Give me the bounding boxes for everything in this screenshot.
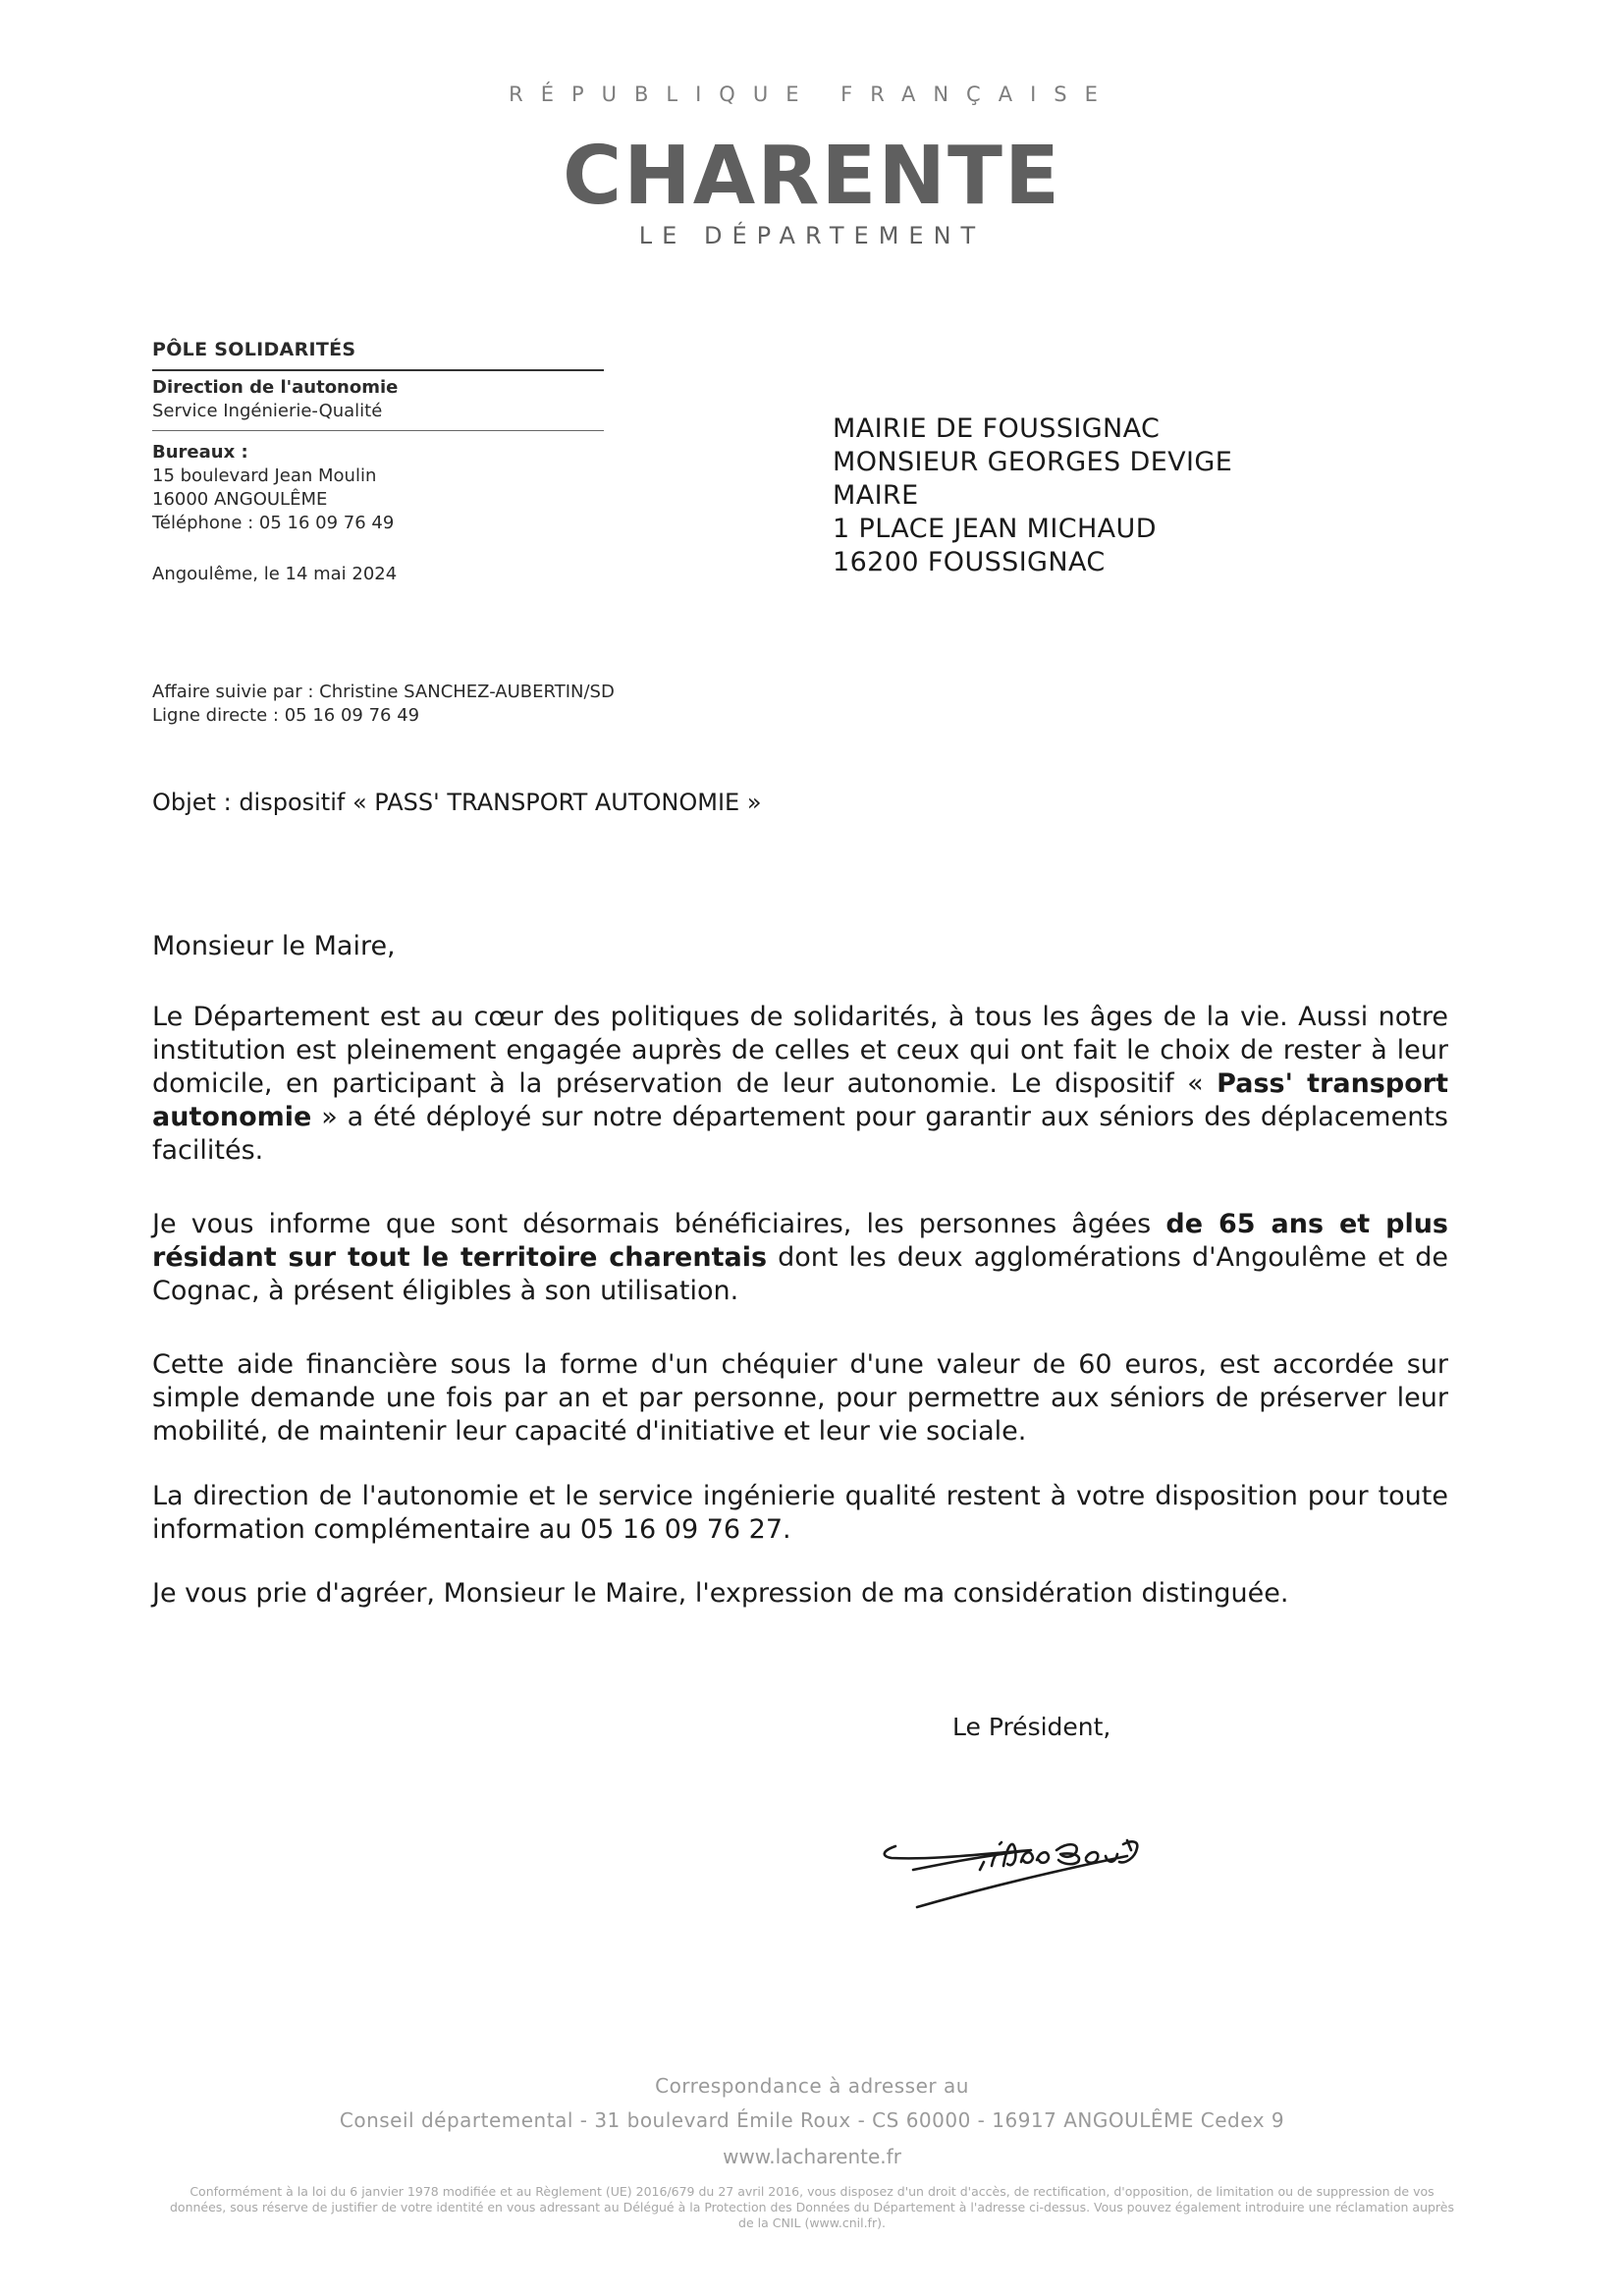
paragraph-4: La direction de l'autonomie et le service ingénierie qualité restent à votre disposition pour toute information complémentaire au 05 16 09 76 27. bbox=[152, 1481, 1448, 1545]
footer-correspondence: Correspondance à adresser au bbox=[655, 2074, 969, 2098]
recipient-line-3: MAIRE bbox=[833, 480, 919, 511]
ligne-directe: Ligne directe : 05 16 09 76 49 bbox=[152, 705, 420, 726]
recipient-address bbox=[833, 412, 1232, 579]
recipient-line-2: MONSIEUR GEORGES DEVIGE bbox=[833, 447, 1233, 477]
letter-subject: Objet : dispositif « PASS' TRANSPORT AUTONOMIE » bbox=[152, 789, 762, 816]
footer-address: Conseil départemental - 31 boulevard Émile Roux - CS 60000 - 16917 ANGOULÊME Cedex 9 bbox=[339, 2108, 1285, 2132]
address-line-1: 15 boulevard Jean Moulin bbox=[152, 465, 377, 486]
direction-label: Direction de l'autonomie bbox=[152, 377, 399, 398]
sender-block bbox=[152, 338, 604, 535]
affaire-suivie: Affaire suivie par : Christine SANCHEZ-AUBERTIN/SD bbox=[152, 682, 615, 702]
recipient-line-5: 16200 FOUSSIGNAC bbox=[833, 547, 1106, 577]
paragraph-1-text-b: » a été déployé sur notre département pour garantir aux séniors des déplacements facilités. bbox=[152, 1102, 1448, 1166]
recipient-line-4: 1 PLACE JEAN MICHAUD bbox=[833, 514, 1157, 544]
paragraph-2 bbox=[152, 1208, 1448, 1308]
charente-logo-title: CHARENTE bbox=[563, 130, 1061, 223]
paragraph-3: Cette aide financière sous la forme d'un chéquier d'une valeur de 60 euros, est accordée sur simple demande une fois par an et par personne, pour permettre aux séniors de préserver leur mobilité, de maintenir leur capacité d'initiative et leur vie sociale. bbox=[152, 1349, 1448, 1447]
paragraph-1 bbox=[152, 1001, 1448, 1168]
signoff: Le Président, bbox=[952, 1713, 1111, 1741]
president-signature-icon bbox=[874, 1805, 1178, 1923]
salutation: Monsieur le Maire, bbox=[152, 931, 396, 961]
recipient-line-1: MAIRIE DE FOUSSIGNAC bbox=[833, 413, 1161, 444]
letter-date: Angoulême, le 14 mai 2024 bbox=[152, 564, 398, 584]
affaire-block bbox=[152, 681, 615, 728]
paragraph-1-bold: Pass' transport autonomie bbox=[152, 1068, 1448, 1132]
paragraph-2-text-a: Je vous informe que sont désormais bénéficiaires, les personnes âgées bbox=[152, 1209, 1166, 1239]
sender-divider-thin bbox=[152, 430, 604, 431]
telephone: Téléphone : 05 16 09 76 49 bbox=[152, 513, 395, 533]
paragraph-1-text-a: Le Département est au cœur des politiques de solidarités, à tous les âges de la vie. Aussi notre institution est pleinement engagée auprès de celles et ceux qui ont fait le choix de rester à leur domicile, en participant à la préservation de leur autonomie. Le dispositif « bbox=[152, 1002, 1448, 1099]
paragraph-2-text-b: dont les deux agglomérations d'Angoulême et de Cognac, à présent éligibles à son utilisation. bbox=[152, 1242, 1449, 1306]
pole-solidarites: PÔLE SOLIDARITÉS bbox=[152, 339, 356, 360]
le-departement-subtitle: LE DÉPARTEMENT bbox=[638, 222, 986, 249]
address-line-2: 16000 ANGOULÊME bbox=[152, 489, 328, 510]
footer-website[interactable]: www.lacharente.fr bbox=[723, 2145, 901, 2168]
paragraph-5: Je vous prie d'agréer, Monsieur le Maire, l'expression de ma considération distinguée. bbox=[152, 1578, 1289, 1609]
republique-francaise: RÉPUBLIQUE FRANÇAISE bbox=[509, 82, 1115, 106]
bureaux-label: Bureaux : bbox=[152, 442, 248, 463]
sender-divider bbox=[152, 369, 604, 371]
service-label: Service Ingénierie-Qualité bbox=[152, 401, 383, 421]
paragraph-2-bold: de 65 ans et plus résidant sur tout le territoire charentais bbox=[152, 1209, 1448, 1273]
footer-legal-notice: Conformément à la loi du 6 janvier 1978 modifiée et au Règlement (UE) 2016/679 du 27 avril 2016, vous disposez d'un droit d'accès, de rectification, d'opposition, de limitation ou de suppression de vos données, sous réserve de justifier de votre identité en vous adressant au Délégué à la Protection des Données du Département à l'adresse ci-dessus. Vous pouvez également introduire une réclamation auprès de la CNIL (www.cnil.fr). bbox=[169, 2184, 1454, 2230]
